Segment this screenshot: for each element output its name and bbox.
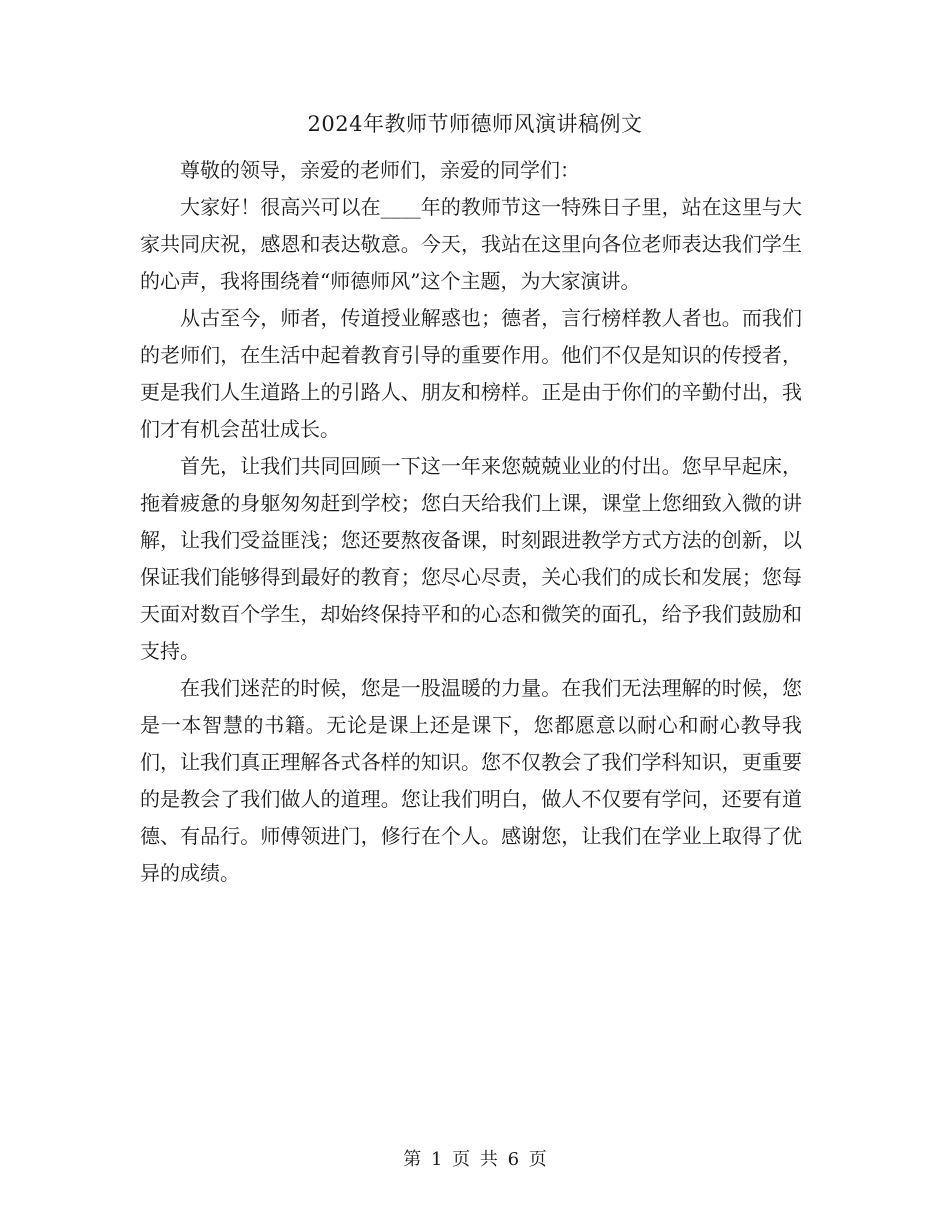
body-paragraph: 首先，让我们共同回顾一下这一年来您兢兢业业的付出。您早早起床，拖着疲惫的身躯匆匆赶到学校；您白天给我们上课，课堂上您细致入微的讲解，让我们受益匪浅；您还要熬夜备课，时刻跟进教学方式方法的创新，以保证我们能够得到最好的教育；您尽心尽责，关心我们的成长和发展；您每天面对数百个学生，却始终保持平和的心态和微笑的面孔，给予我们鼓励和支持。	[140, 454, 802, 663]
body-paragraph: 大家好！很高兴可以在____年的教师节这一特殊日子里，站在这里与大家共同庆祝，感恩和表达敬意。今天，我站在这里向各位老师表达我们学生的心声，我将围绕着“师德师风”这个主题，为大家演讲。	[140, 195, 802, 293]
page-number-footer: 第 1 页 共 6 页	[403, 1149, 547, 1170]
body-paragraph: 在我们迷茫的时候，您是一股温暖的力量。在我们无法理解的时候，您是一本智慧的书籍。无论是课上还是课下，您都愿意以耐心和耐心教导我们，让我们真正理解各式各样的知识。您不仅教会了我们学科知识，更重要的是教会了我们做人的道理。您让我们明白，做人不仅要有学问，还要有道德、有品行。师傅领进门，修行在个人。感谢您，让我们在学业上取得了优异的成绩。	[140, 676, 802, 885]
body-paragraph: 从古至今，师者，传道授业解惑也；德者，言行榜样教人者也。而我们的老师们，在生活中起着教育引导的重要作用。他们不仅是知识的传授者，更是我们人生道路上的引路人、朋友和榜样。正是由于你们的辛勤付出，我们才有机会茁壮成长。	[140, 306, 802, 441]
document-body	[140, 152, 802, 892]
document-title: 2024年教师节师德师风演讲稿例文	[307, 112, 643, 136]
greeting-paragraph: 尊敬的领导，亲爱的老师们，亲爱的同学们：	[180, 158, 580, 182]
